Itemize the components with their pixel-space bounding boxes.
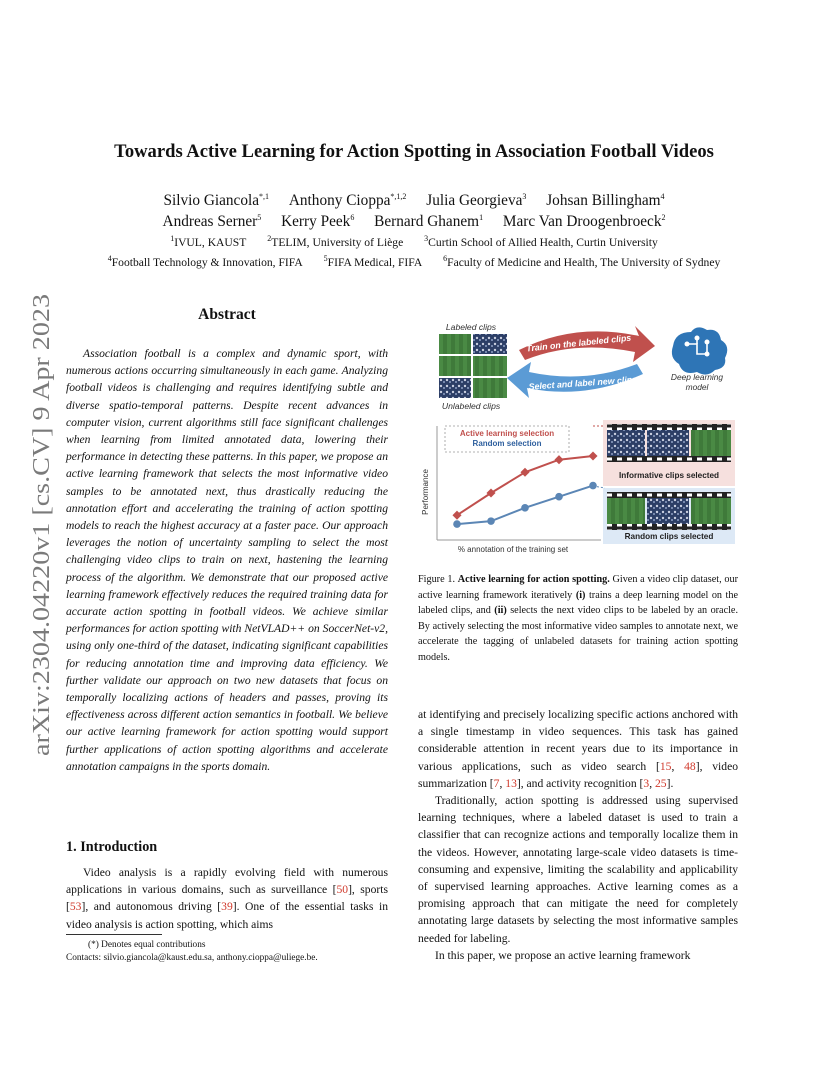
author: Julia Georgieva$^3$	[426, 191, 527, 209]
random-selection-point-1	[453, 520, 461, 528]
author: Andreas Serner$^5$	[162, 212, 262, 230]
author: Johsan Billingham$^4$	[546, 191, 665, 209]
random-selection-point-4	[555, 493, 563, 501]
figure-1	[415, 312, 745, 562]
citation-link[interactable]: 39	[221, 900, 233, 914]
active-learning-point-4	[554, 455, 563, 464]
arxiv-stamp-text: arXiv:2304.04220v1 [cs.CV] 9 Apr 2023	[28, 353, 55, 756]
paragraph: In this paper, we propose an active learning framework	[435, 948, 691, 962]
affiliation: $^6$Faculty of Medicine and Health, The University of Sydney	[443, 254, 721, 269]
unlabeled-clips-label: Unlabeled clips	[441, 401, 501, 411]
y-axis-label: Performance	[421, 469, 430, 515]
x-axis-label: % annotation of the training set	[457, 545, 569, 554]
right-column-body	[418, 706, 738, 964]
citation-link[interactable]: 53	[69, 900, 82, 914]
authors-line-1	[0, 192, 828, 210]
legend-active: Active learning selection	[459, 429, 555, 438]
citation-link[interactable]: 50	[336, 883, 349, 897]
author: Bernard Ghanem$^1$	[374, 212, 484, 230]
legend-random: Random selection	[472, 439, 542, 448]
brain-network-icon	[672, 327, 727, 374]
author: Anthony Cioppa$^{*,1,2}$	[288, 191, 407, 209]
citation-link[interactable]: 7	[493, 776, 500, 790]
labeled-clips-thumbnails	[439, 334, 507, 376]
citation-link[interactable]: 25	[654, 776, 667, 790]
model-label-line-1: Deep learning	[670, 372, 724, 382]
introduction-body: Video analysis is a rapidly evolving field with numerous applications in various domains, such as surveillance [50], sports [53], and autonomous driving [39]. One of the essential tasks in video analysis is action spotting, which aims	[66, 866, 388, 931]
random-selection-point-2	[487, 517, 495, 525]
active-learning-point-3	[520, 468, 529, 477]
footnote-rule	[66, 934, 162, 935]
informative-clips-filmstrip	[607, 424, 731, 462]
affiliation: $^2$TELIM, University of Liège	[267, 234, 404, 249]
citation-link[interactable]: 3	[643, 776, 650, 790]
active-learning-point-5	[588, 451, 597, 460]
footnote-equal-contrib: (*) Denotes equal contributions	[88, 940, 206, 950]
random-selection-point-3	[521, 504, 529, 512]
random-clips-label: Random clips selected	[624, 532, 714, 541]
author: Marc Van Droogenbroeck$^2$	[502, 212, 666, 230]
informative-clips-label: Informative clips selected	[618, 471, 720, 480]
citation-link[interactable]: 13	[505, 776, 517, 790]
arxiv-stamp	[15, 290, 59, 760]
unlabeled-clips-thumbnails	[439, 378, 507, 398]
author: Kerry Peek$^6$	[281, 212, 355, 230]
citation-link[interactable]: 48	[684, 759, 696, 773]
labeled-clips-label: Labeled clips	[445, 322, 497, 332]
random-selection-point-5	[589, 482, 597, 490]
authors-line-2	[0, 213, 828, 231]
abstract-body: Association football is a complex and dynamic sport, with numerous actions occurring simultaneously in each game. Analyzing football videos is challenging and requires identifying subtle and diverse spatio-temporal patterns. Despite recent advances in computer vision, current algorithms still face significant challenges when learning from limited annotated data, lowering their performance in detecting these patterns. In this paper, we propose an active learning framework that selects the most informative video samples to be annotated next, thus drastically reducing the annotation effort and accelerating the training of action spotting models to reach the highest accuracy at a faster pace. Our approach leverages the notion of uncertainty sampling to select the most challenging video clips to train on next, hastening the learning process of the algorithm. We demonstrate that our proposed active learning framework effectively reduces the required training data for accurate action spotting in football videos. We achieve similar performances for action spotting with NetVLAD++ on SoccerNet-v2, using only one-third of the dataset, indicating significant capabilities for reducing annotation time and improving data efficiency. We further validate our approach on two new datasets that focus on temporally localizing actions of headers and passes, proving its effectiveness across different action semantics in football. We believe our active learning framework for action spotting would support further applications of action spotting algorithms and accelerate annotation campaigns in the sports domain.	[66, 347, 388, 773]
paper-title: Towards Active Learning for Action Spotting in Association Football Videos	[114, 141, 714, 162]
affiliation: $^4$Football Technology & Innovation, FIFA	[107, 254, 303, 269]
affiliation: $^1$IVUL, KAUST	[170, 234, 247, 249]
paragraph: at identifying and precisely localizing specific actions anchored with a single timestamp in video sequences. This task has gained considerable attention in recent years due to its importance in various applications, such as video search [15, 48], video summarization [7, 13], and activity recognition [3, 25].	[418, 708, 739, 790]
select-arrow-label: Select and label new clips	[528, 374, 638, 392]
paragraph: Traditionally, action spotting is addressed using supervised learning techniques, where a labeled dataset is used to train a classifier that can recognize actions and temporally localize them in the videos. However, annotating large-scale video datasets is time-consuming and expensive, limiting the scalability and applicability of supervised learning approaches. Active learning comes as a promising approach that can mitigate the need for completely annotating large datasets by selecting the most informative samples needed for labeling.	[418, 794, 738, 945]
model-label-line-2: model	[685, 382, 709, 392]
author: Silvio Giancola$^{*,1}$	[163, 191, 270, 209]
footnote-contacts: Contacts: silvio.giancola@kaust.edu.sa, anthony.cioppa@uliege.be.	[66, 953, 318, 963]
figure-1-caption: Figure 1. Active learning for action spotting. Given a video clip dataset, our active learning framework iteratively (i) trains a deep learning model on the labeled clips, and (ii) selects the next video clips to be labeled by an oracle. By actively selecting the most informative video samples to annotate next, we accelerate the tagging of unlabeled datasets for training action spotting models.	[418, 574, 738, 663]
performance-chart	[421, 426, 601, 554]
train-arrow-label: Train on the labeled clips	[525, 332, 632, 354]
citation-link[interactable]: 15	[659, 759, 672, 773]
affiliations-line-1	[0, 236, 828, 249]
random-clips-filmstrip	[607, 492, 731, 530]
abstract-heading: Abstract	[198, 306, 256, 323]
affiliation: $^3$Curtin School of Allied Health, Curtin University	[424, 234, 658, 249]
affiliation: $^5$FIFA Medical, FIFA	[323, 254, 423, 269]
affiliations-line-2	[0, 256, 828, 269]
introduction-heading: 1. Introduction	[66, 839, 158, 855]
footnote	[66, 939, 396, 965]
